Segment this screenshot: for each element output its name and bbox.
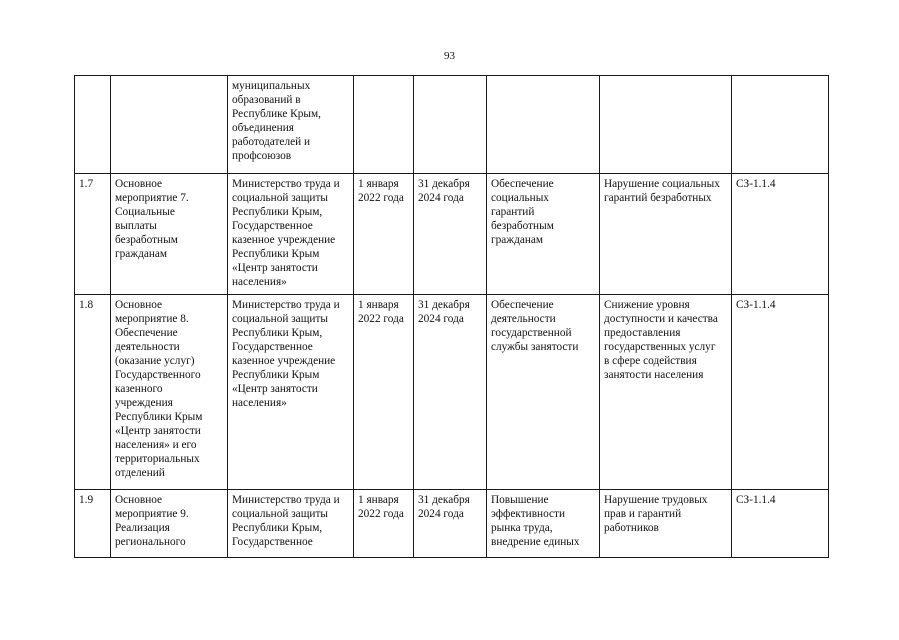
executor-cell: муниципальных образований в Республике Крым, объединения работодателей и профсоюзов — [228, 76, 354, 174]
indicator-link-cell: СЗ-1.1.4 — [732, 295, 829, 490]
end-date-cell: 31 декабря 2024 года — [414, 174, 487, 295]
measures-table — [74, 75, 829, 558]
consequence-cell — [600, 76, 732, 174]
row-number-cell — [75, 76, 111, 174]
measure-name-cell: Основное мероприятие 9. Реализация регионального — [111, 490, 228, 558]
row-number-cell: 1.8 — [75, 295, 111, 490]
measure-name-cell — [111, 76, 228, 174]
expected-result-cell: Повышение эффективности рынка труда, внедрение единых — [487, 490, 600, 558]
row-number-cell: 1.9 — [75, 490, 111, 558]
start-date-cell: 1 января 2022 года — [354, 174, 414, 295]
executor-cell: Министерство труда и социальной защиты Республики Крым, Государственное казенное учреждение Республики Крым «Центр занятости населения» — [228, 295, 354, 490]
start-date-cell — [354, 76, 414, 174]
table-row — [75, 490, 829, 558]
start-date-cell: 1 января 2022 года — [354, 295, 414, 490]
consequence-cell: Нарушение социальных гарантий безработных — [600, 174, 732, 295]
end-date-cell — [414, 76, 487, 174]
table-row — [75, 295, 829, 490]
end-date-cell: 31 декабря 2024 года — [414, 490, 487, 558]
row-number-cell: 1.7 — [75, 174, 111, 295]
end-date-cell: 31 декабря 2024 года — [414, 295, 487, 490]
measure-name-cell: Основное мероприятие 7. Социальные выплаты безработным гражданам — [111, 174, 228, 295]
page-number: 93 — [444, 50, 455, 62]
table-row — [75, 174, 829, 295]
indicator-link-cell: СЗ-1.1.4 — [732, 490, 829, 558]
table-row — [75, 76, 829, 174]
measure-name-cell: Основное мероприятие 8. Обеспечение деятельности (оказание услуг) Государственного казенного учреждения Республики Крым «Центр занятости населения» и его территориальных отделений — [111, 295, 228, 490]
expected-result-cell: Обеспечение социальных гарантий безработным гражданам — [487, 174, 600, 295]
indicator-link-cell: СЗ-1.1.4 — [732, 174, 829, 295]
expected-result-cell — [487, 76, 600, 174]
start-date-cell: 1 января 2022 года — [354, 490, 414, 558]
executor-cell: Министерство труда и социальной защиты Республики Крым, Государственное казенное учреждение Республики Крым «Центр занятости населения» — [228, 174, 354, 295]
expected-result-cell: Обеспечение деятельности государственной службы занятости — [487, 295, 600, 490]
consequence-cell: Снижение уровня доступности и качества предоставления государственных услуг в сфере содействия занятости населения — [600, 295, 732, 490]
indicator-link-cell — [732, 76, 829, 174]
consequence-cell: Нарушение трудовых прав и гарантий работников — [600, 490, 732, 558]
executor-cell: Министерство труда и социальной защиты Республики Крым, Государственное — [228, 490, 354, 558]
